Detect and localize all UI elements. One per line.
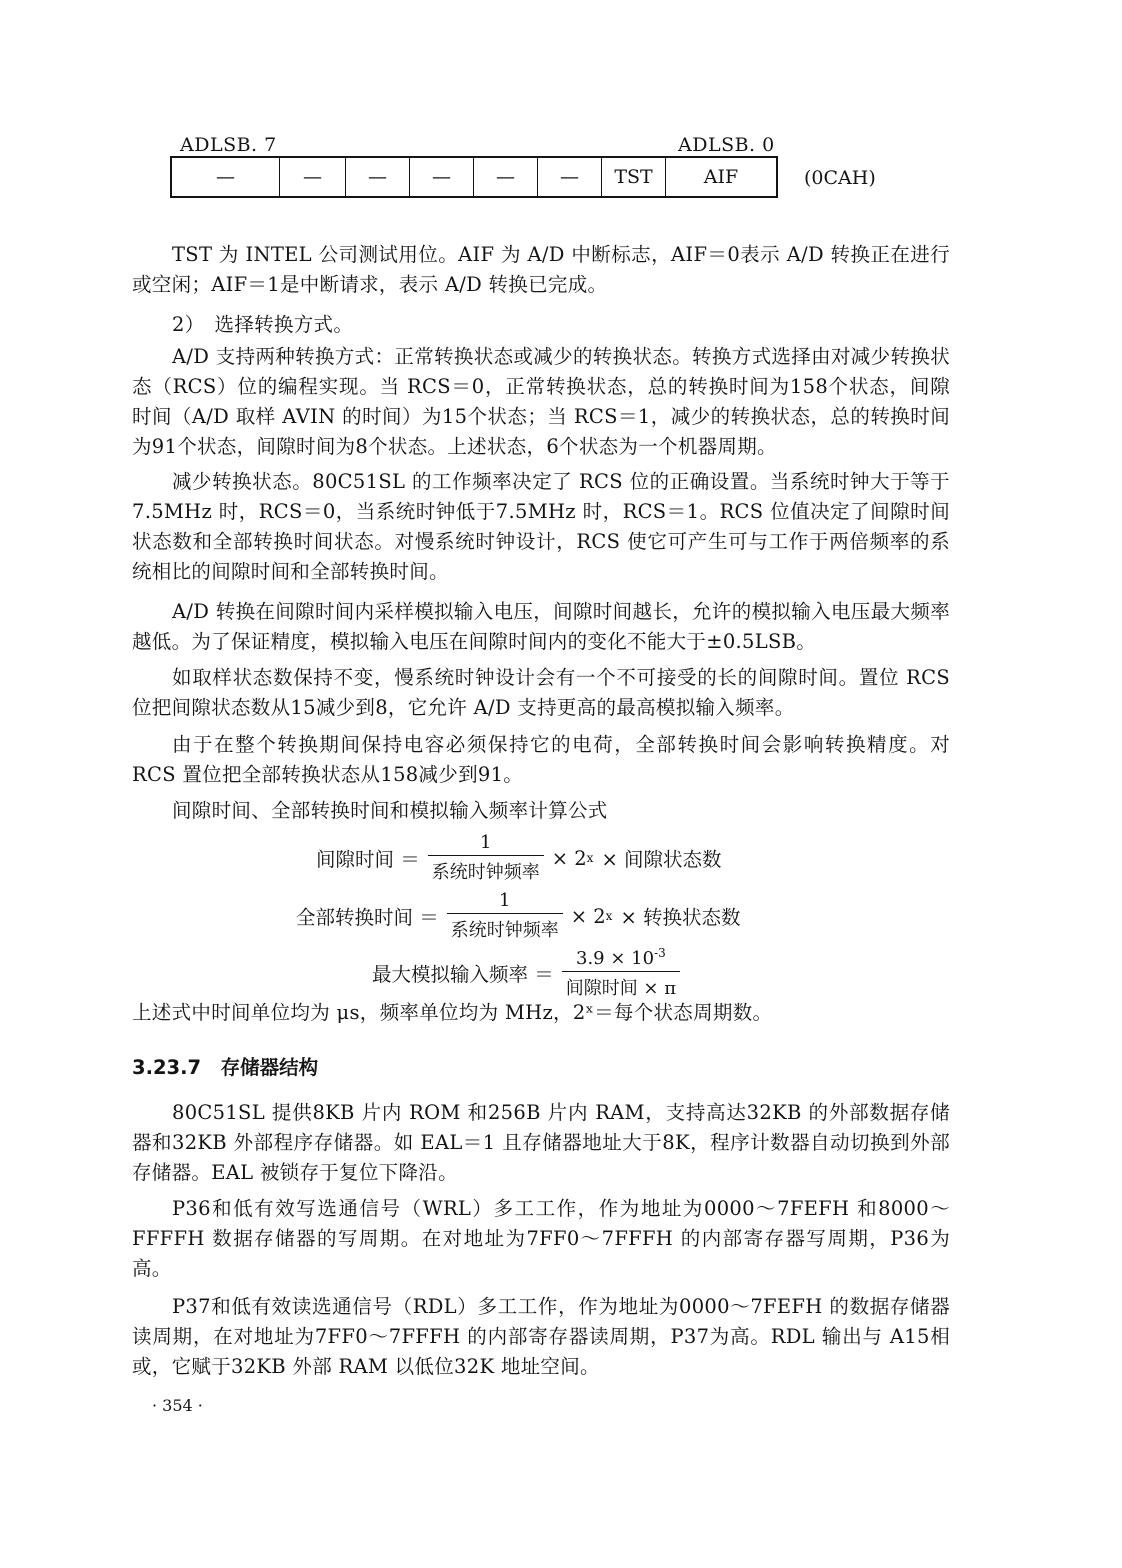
register-lsb-label: ADLSB. 0: [678, 134, 775, 156]
formula-total-lhs: 全部转换时间 ＝: [296, 906, 439, 929]
register-bit-tst: TST: [602, 158, 666, 196]
paragraph-tst-aif: TST 为 INTEL 公司测试用位。AIF 为 A/D 中断标志，AIF＝0表示 A/D 转换正在进行或空闲；AIF＝1是中断请求，表示 A/D 转换已完成。: [132, 243, 950, 296]
exponent: x: [586, 851, 594, 865]
formula-total-mid: × 2: [570, 904, 606, 928]
register-bit-7: —: [172, 158, 280, 196]
paragraph-units: 上述式中时间单位均为 μs，频率单位均为 MHz，2ˣ＝每个状态周期数。: [132, 1001, 773, 1024]
paragraph-rcs-set: 如取样状态数保持不变，慢系统时钟设计会有一个不可接受的长的间隙时间。置位 RCS 位把间隙状态数从15减少到8，它允许 A/D 支持更高的最高模拟输入频率。: [132, 666, 950, 719]
formula-max-input-frequency: [372, 946, 688, 1000]
formula-total-conversion-time: [296, 890, 740, 942]
paragraph-sampling: A/D 转换在间隙时间内采样模拟输入电压，间隙时间越长，允许的模拟输入电压最大频率越低。为了保证精度，模拟输入电压在间隙时间内的变化不能大于±0.5LSB。: [132, 600, 950, 653]
formula-total-rhs: × 转换状态数: [620, 906, 741, 929]
exponent: -3: [654, 946, 666, 960]
fraction-denominator: 系统时钟频率: [428, 855, 544, 884]
paragraph-conversion-modes: A/D 支持两种转换方式：正常转换状态或减少的转换状态。转换方式选择由对减少转换状态（RCS）位的编程实现。当 RCS＝0，正常转换状态，总的转换时间为158个状态，间隙时间（A/D 取样 AVIN 的时间）为15个状态；当 RCS＝1，减少的转换状态，总的转换时间为91个状态，间隙时间为8个状态。上述状态，6个状态为一个机器周期。: [132, 345, 950, 458]
register-msb-label: ADLSB. 7: [180, 134, 277, 156]
register-bit-aif: AIF: [703, 166, 739, 188]
fraction-numerator: [572, 946, 670, 971]
register-address: (0CAH): [804, 167, 876, 189]
fraction-denominator: 系统时钟频率: [447, 913, 563, 942]
section-heading: 3.23.7 存储器结构: [132, 1056, 319, 1079]
fraction: [447, 890, 563, 942]
paragraph-step-2: 2） 选择转换方式。: [172, 313, 354, 336]
formula-gap-rhs: × 间隙状态数: [601, 848, 722, 871]
fraction-denominator: 间隙时间 × π: [562, 971, 680, 1000]
fraction-numerator: 1: [498, 890, 511, 911]
exponent: x: [605, 909, 613, 923]
numerator-base: 3.9 × 10: [576, 948, 655, 969]
fraction-numerator: 1: [479, 832, 492, 853]
register-bit-table: [170, 156, 778, 198]
register-bit-6: —: [280, 158, 346, 196]
register-bit-3: —: [474, 158, 538, 196]
paragraph-memory-overview: 80C51SL 提供8KB 片内 ROM 和256B 片内 RAM，支持高达32KB 的外部数据存储器和32KB 外部程序存储器。如 EAL＝1 且存储器地址大于8K，程序计数器自动切换到外部存储器。EAL 被锁存于复位下降沿。: [132, 1101, 950, 1184]
fraction: [428, 832, 544, 884]
paragraph-p36-write: P36和低有效写选通信号（WRL）多工工作，作为地址为0000～7FEFH 和8000～FFFFH 数据存储器的写周期。在对地址为7FF0～7FFFH 的内部寄存器写周期，P36为高。: [132, 1197, 950, 1280]
register-bit-5: —: [346, 158, 410, 196]
register-bit-4: —: [410, 158, 474, 196]
formula-freq-lhs: 最大模拟输入频率 ＝: [372, 963, 554, 986]
paragraph-accuracy: 由于在整个转换期间保持电容必须保持它的电荷，全部转换时间会影响转换精度。对 RCS 置位把全部转换状态从158减少到91。: [132, 733, 950, 786]
paragraph-formula-intro: 间隙时间、全部转换时间和模拟输入频率计算公式: [172, 799, 608, 822]
paragraph-reduced-states: 减少转换状态。80C51SL 的工作频率决定了 RCS 位的正确设置。当系统时钟大于等于7.5MHz 时，RCS＝0，当系统时钟低于7.5MHz 时，RCS＝1。RCS 位值决定了间隙时间状态数和全部转换时间状态。对慢系统时钟设计，RCS 使它可产生可与工作于两倍频率的系统相比的间隙时间和全部转换时间。: [132, 470, 950, 583]
fraction: [562, 946, 680, 1000]
formula-gap-lhs: 间隙时间 ＝: [316, 848, 420, 871]
paragraph-p37-read: P37和低有效读选通信号（RDL）多工工作，作为地址为0000～7FEFH 的数据存储器读周期，在对地址为7FF0～7FFFH 的内部寄存器读周期，P37为高。RDL 输出与 A15相或，它赋于32KB 外部 RAM 以低位32K 地址空间。: [132, 1295, 950, 1378]
formula-gap-time: [316, 832, 721, 884]
page-number: · 354 ·: [152, 1396, 203, 1415]
formula-gap-mid: × 2: [551, 846, 587, 870]
register-bit-2: —: [538, 158, 602, 196]
